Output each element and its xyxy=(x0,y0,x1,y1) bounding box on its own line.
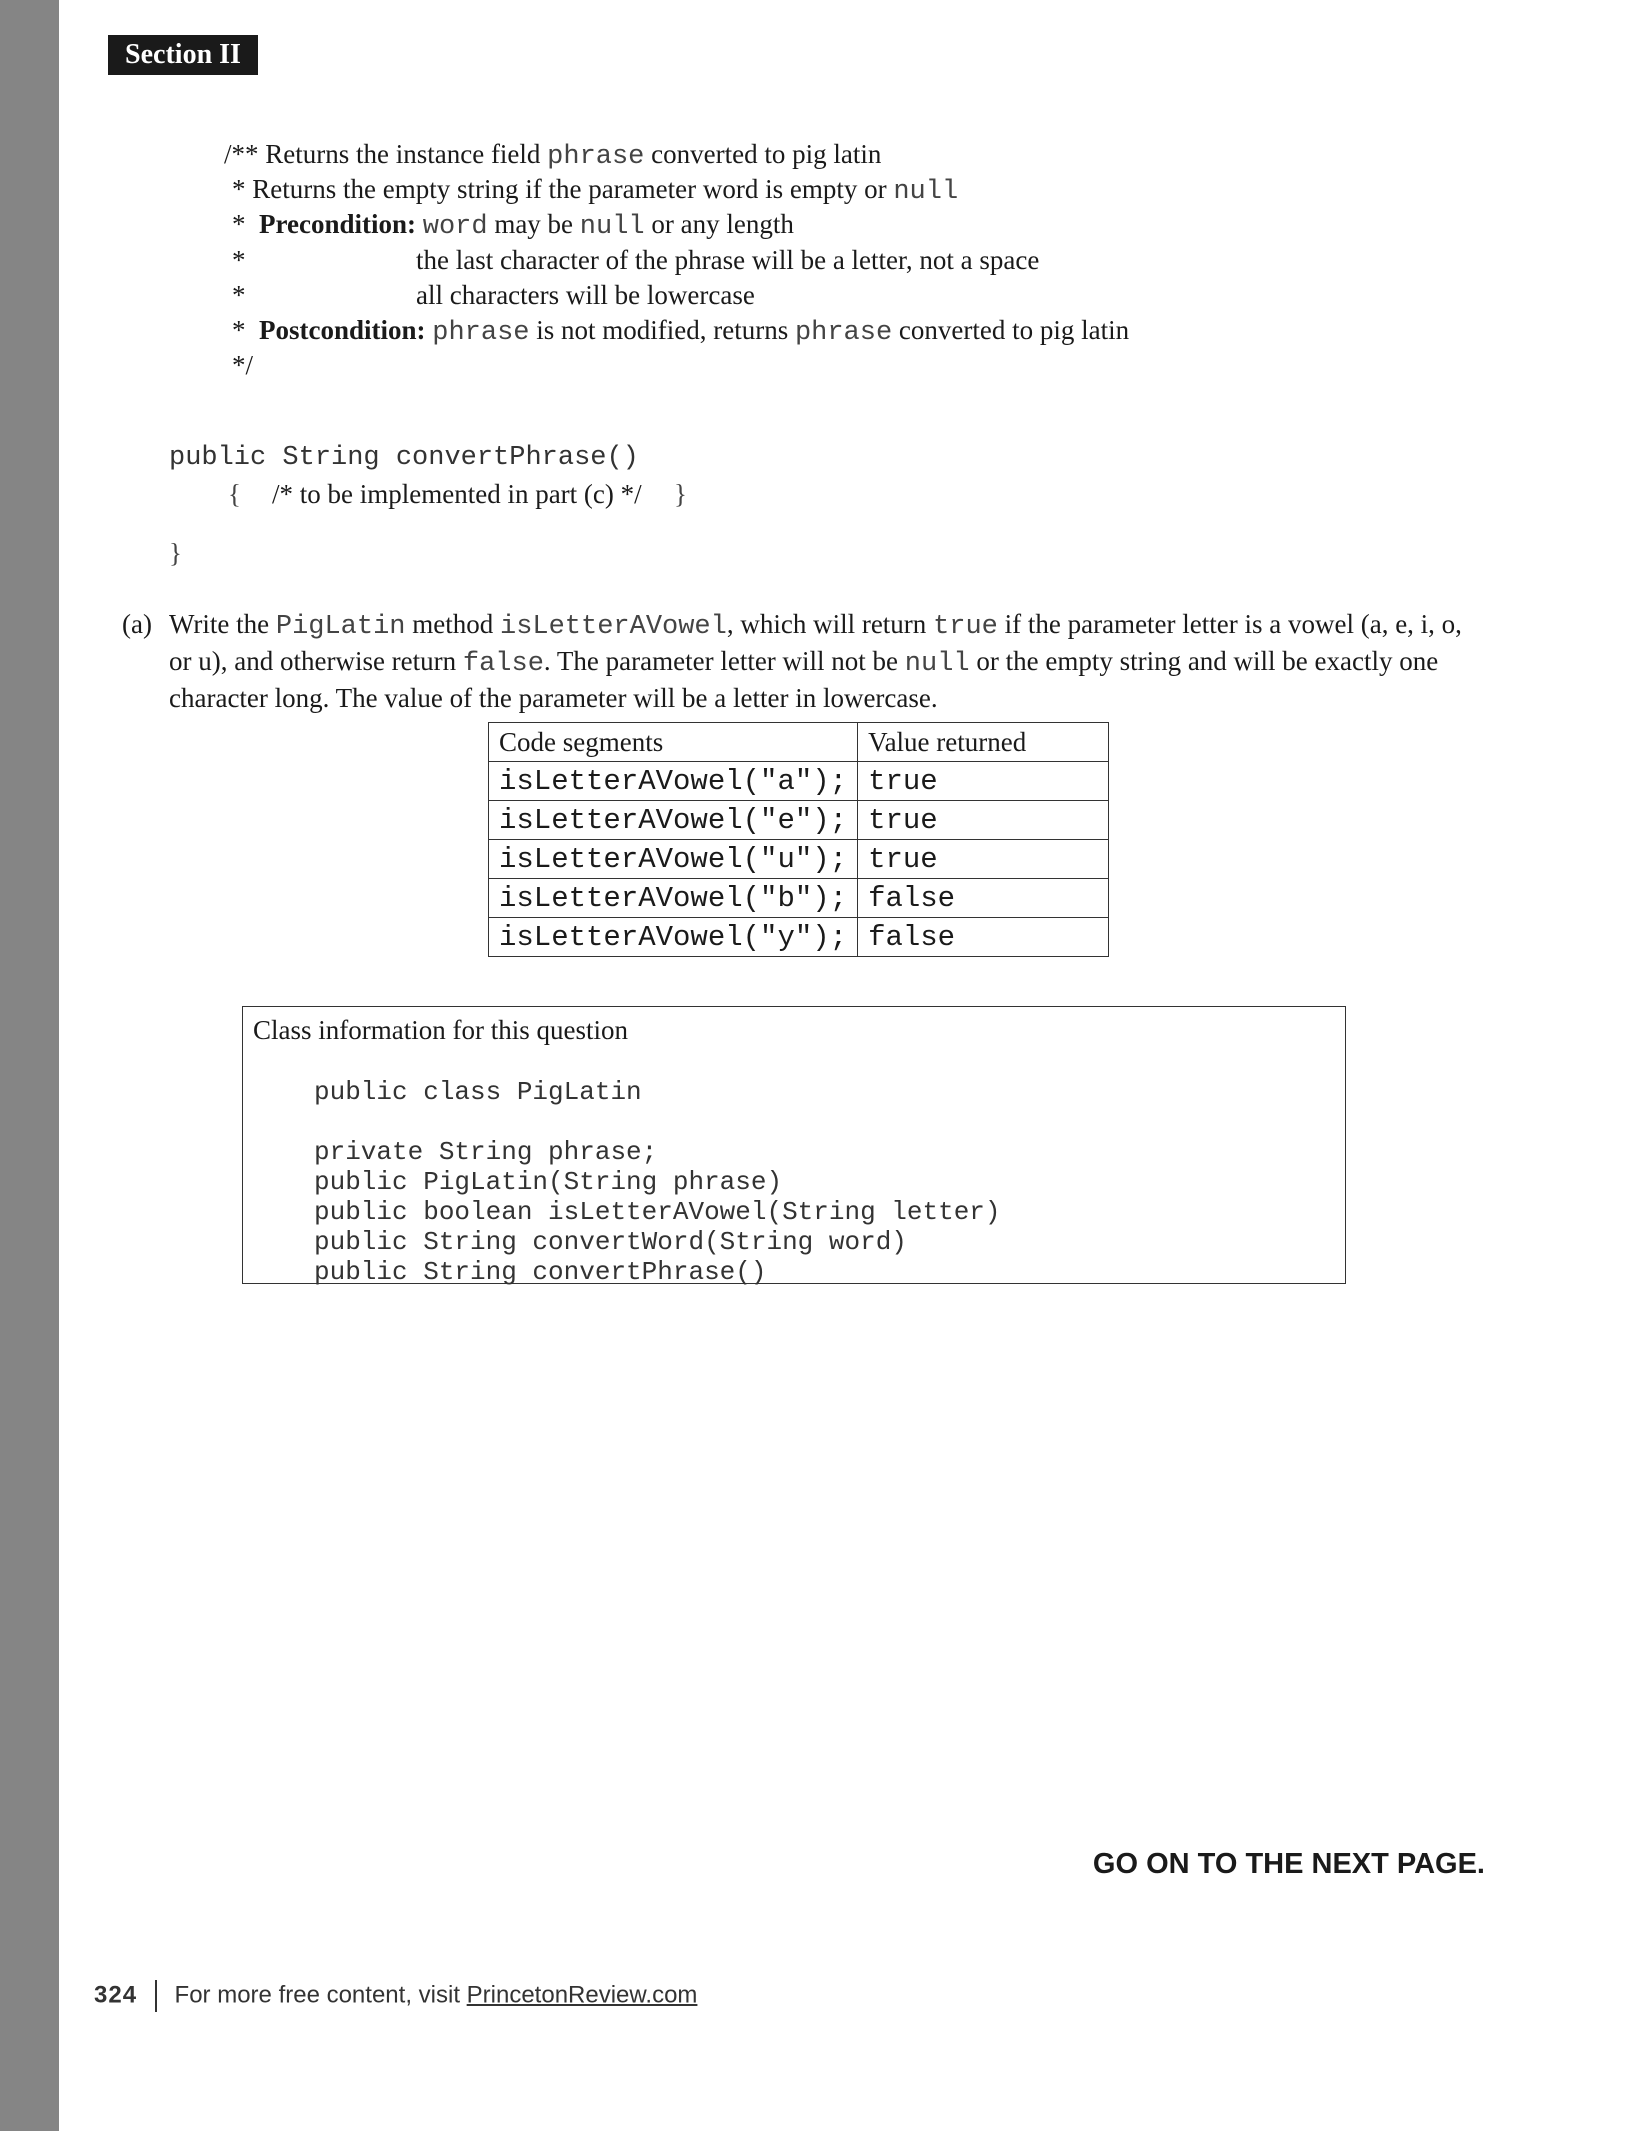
table-header-cell: Value returned xyxy=(858,723,1109,762)
footer-divider xyxy=(155,1980,157,2012)
class-info-title: Class information for this question xyxy=(253,1015,628,1045)
class-info-line: public class PigLatin xyxy=(314,1077,642,1107)
class-info-line: public String convertPhrase() xyxy=(314,1257,767,1287)
close-brace: } xyxy=(169,538,182,568)
section-tab: Section II xyxy=(108,35,258,75)
class-info-line: public boolean isLetterAVowel(String letter) xyxy=(314,1197,1001,1227)
method-signature: public String convertPhrase() xyxy=(169,443,639,473)
go-on-next-page: GO ON TO THE NEXT PAGE. xyxy=(1092,1848,1485,1880)
table-cell: isLetterAVowel("b"); xyxy=(489,879,858,918)
table-row xyxy=(489,801,1109,840)
table-cell: false xyxy=(858,918,1109,957)
open-brace: { xyxy=(228,479,241,509)
table-cell: isLetterAVowel("y"); xyxy=(489,918,858,957)
footer-link[interactable]: PrincetonReview.com xyxy=(466,1981,698,2009)
class-info-box xyxy=(242,1006,1346,1287)
page-number: 324 xyxy=(94,1981,138,2009)
table-cell: true xyxy=(858,762,1109,801)
table-row xyxy=(489,840,1109,879)
close-brace-inline: } xyxy=(674,479,687,509)
doc-line-7: */ xyxy=(232,350,254,380)
part-a-label: (a) xyxy=(122,609,152,639)
body-comment: /* to be implemented in part (c) */ xyxy=(272,479,642,509)
table-cell: isLetterAVowel("e"); xyxy=(489,801,858,840)
table-cell: true xyxy=(858,840,1109,879)
table-header-cell: Code segments xyxy=(489,723,858,762)
doc-line-2: * Returns the empty string if the parameter word is empty or null xyxy=(232,174,959,207)
doc-line-4-star: * xyxy=(232,245,246,275)
part-a-text: (a) Write the PigLatin method isLetterAVowel, which will return true if the parameter letter is a vowel (a, e, i, o, or u), and otherwise return false. The parameter letter will not be null or the empty string and will be exactly one character long. The value of the parameter will be a letter in lowercase. xyxy=(122,609,1462,713)
table-row xyxy=(489,879,1109,918)
page-side-bar xyxy=(0,0,59,2131)
table-cell: isLetterAVowel("a"); xyxy=(489,762,858,801)
table-header-row xyxy=(489,723,1109,762)
doc-line-3: * Precondition: word may be null or any length xyxy=(232,209,794,242)
class-info-line: public PigLatin(String phrase) xyxy=(314,1167,783,1197)
page-footer xyxy=(94,1980,697,2012)
class-info-lines xyxy=(314,1077,1001,1287)
class-info-line: public String convertWord(String word) xyxy=(314,1227,907,1257)
values-table xyxy=(488,722,1109,957)
footer-text: For more free content, visit xyxy=(174,1981,467,2009)
doc-line-1: /** Returns the instance field phrase converted to pig latin xyxy=(224,139,882,172)
doc-line-4: the last character of the phrase will be a letter, not a space xyxy=(416,245,1040,275)
doc-line-5-star: * xyxy=(232,280,246,310)
table-cell: false xyxy=(858,879,1109,918)
table-row xyxy=(489,918,1109,957)
table-row xyxy=(489,762,1109,801)
doc-line-5: all characters will be lowercase xyxy=(416,280,755,310)
class-info-line: private String phrase; xyxy=(314,1137,658,1167)
doc-line-6: * Postcondition: phrase is not modified, returns phrase converted to pig latin xyxy=(232,315,1130,348)
table-cell: true xyxy=(858,801,1109,840)
table-cell: isLetterAVowel("u"); xyxy=(489,840,858,879)
class-info-line xyxy=(314,1107,1001,1137)
